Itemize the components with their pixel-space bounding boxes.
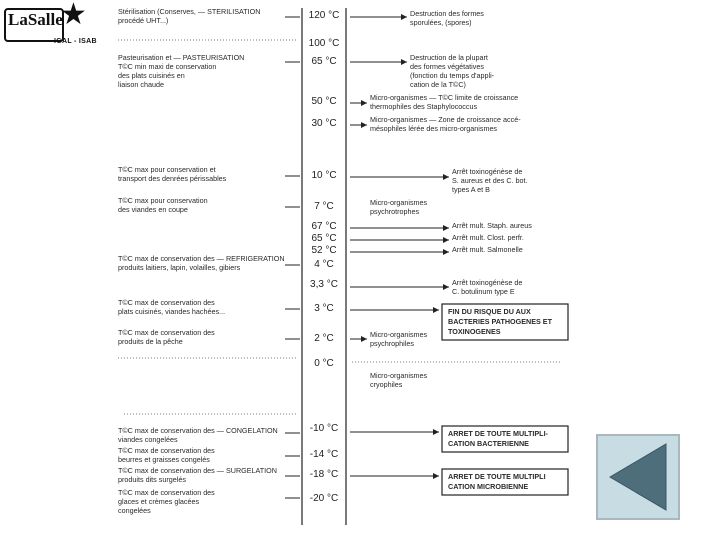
left-note-text: produits de la pêche	[118, 337, 183, 346]
right-note-text: Micro-organismes	[370, 198, 428, 207]
conclusion-text: FIN DU RISQUE DU AUX	[448, 307, 531, 316]
left-note-text: T©C max de conservation des	[118, 328, 215, 337]
temperature-label: 10 °C	[311, 170, 337, 181]
left-note-text: des viandes en coupe	[118, 205, 188, 214]
temperature-label: 2 °C	[314, 333, 334, 344]
right-note-text: des formes végétatives	[410, 62, 484, 71]
right-note-text: C. botulinum type E	[452, 287, 515, 296]
arrow-head	[361, 336, 367, 342]
temperature-label: 50 °C	[311, 96, 337, 107]
conclusion-text: ARRET DE TOUTE MULTIPLI-	[448, 429, 548, 438]
left-note-text: T©C min maxi de conservation	[118, 62, 217, 71]
temperature-label: 0 °C	[314, 358, 334, 369]
temperature-label: 67 °C	[311, 221, 337, 232]
right-note-text: Destruction de la plupart	[410, 53, 488, 62]
arrow-head	[361, 100, 367, 106]
right-note-text: types A et B	[452, 185, 490, 194]
temperature-label: 65 °C	[311, 233, 337, 244]
arrow-head	[443, 237, 449, 243]
logo-subtitle: IGAL - ISAB	[54, 38, 97, 45]
left-note-text: T©C max de conservation des — CONGELATION	[118, 426, 278, 435]
back-button[interactable]	[596, 434, 680, 520]
temperature-label: -10 °C	[309, 423, 339, 434]
right-note-text: Micro-organismes — T©C limite de croissance	[370, 93, 519, 102]
right-note-text: cryophiles	[370, 380, 403, 389]
temperature-label: 30 °C	[311, 118, 337, 129]
left-note-text: T©C max de conservation des — REFRIGERATION	[118, 254, 285, 263]
temperature-label: -18 °C	[309, 469, 339, 480]
left-note-text: Stérilisation (Conserves, — STERILISATION	[118, 7, 261, 16]
triangle-left-icon	[598, 436, 678, 518]
right-note-text: Arrêt toxinogénèse de	[452, 278, 523, 287]
temperature-label: 100 °C	[308, 38, 340, 49]
arrow-head	[433, 473, 439, 479]
right-note-text: mésophiles lérée des micro-organismes	[370, 124, 498, 133]
right-note-text: Arrêt mult. Salmonelle	[452, 245, 523, 254]
left-note-text: procédé UHT...)	[118, 16, 169, 25]
arrow-head	[443, 225, 449, 231]
right-note-text: Micro-organismes	[370, 330, 428, 339]
arrow-head	[443, 174, 449, 180]
right-note-text: Destruction des formes	[410, 9, 484, 18]
left-note-text: plats cuisinés, viandes hachées...	[118, 307, 226, 316]
arrow-head	[443, 249, 449, 255]
left-note-text: produits laitiers, lapin, volailles, gibiers	[118, 263, 241, 272]
left-note-text: T©C max de conservation des	[118, 488, 215, 497]
arrow-head	[433, 307, 439, 313]
conclusion-text: CATION MICROBIENNE	[448, 482, 529, 491]
conclusion-text: BACTERIES PATHOGENES ET	[448, 317, 552, 326]
left-note-text: des plats cuisinés en	[118, 71, 185, 80]
temperature-label: -14 °C	[309, 449, 339, 460]
temperature-label: 3,3 °C	[310, 279, 338, 290]
left-note-text: beurres et graisses congelés	[118, 455, 210, 464]
left-note-text: liaison chaude	[118, 80, 164, 89]
right-note-text: Arrêt mult. Clost. perfr.	[452, 233, 524, 242]
right-note-text: Micro-organismes — Zone de croissance accé-	[370, 115, 521, 124]
star-icon: ★	[60, 0, 87, 31]
right-note-text: Micro-organismes	[370, 371, 428, 380]
left-note-text: produits dits surgelés	[118, 475, 186, 484]
left-note-text: congelées	[118, 506, 151, 515]
arrow-head	[361, 122, 367, 128]
temperature-label: 4 °C	[314, 259, 334, 270]
left-note-text: viandes congelées	[118, 435, 178, 444]
temperature-label: -20 °C	[309, 493, 339, 504]
right-note-text: psychrotrophes	[370, 207, 420, 216]
conclusion-text: ARRET DE TOUTE MULTIPLI	[448, 472, 546, 481]
arrow-head	[433, 429, 439, 435]
left-note-text: T©C max de conservation des — SURGELATION	[118, 466, 277, 475]
conclusion-text: TOXINOGENES	[448, 327, 501, 336]
left-note-text: Pasteurisation et — PASTEURISATION	[118, 53, 245, 62]
left-note-text: T©C max pour conservation et	[118, 165, 216, 174]
left-note-text: transport des denrées périssables	[118, 174, 227, 183]
left-note-text: T©C max pour conservation	[118, 196, 208, 205]
left-note-text: T©C max de conservation des	[118, 446, 215, 455]
right-note-text: cation de la T©C)	[410, 80, 466, 89]
temperature-label: 3 °C	[314, 303, 334, 314]
right-note-text: Arrêt toxinogénèse de	[452, 167, 523, 176]
arrow-head	[443, 284, 449, 290]
left-note-text: glaces et crèmes glacées	[118, 497, 200, 506]
arrow-head	[401, 59, 407, 65]
temperature-label: 52 °C	[311, 245, 337, 256]
right-note-text: (fonction du temps d'appli-	[410, 71, 495, 80]
left-note-text: T©C max de conservation des	[118, 298, 215, 307]
right-note-text: S. aureus et des C. bot.	[452, 176, 528, 185]
temperature-label: 65 °C	[311, 56, 337, 67]
arrow-head	[401, 14, 407, 20]
temperature-label: 7 °C	[314, 201, 334, 212]
temperature-label: 120 °C	[308, 10, 340, 21]
conclusion-text: CATION BACTERIENNE	[448, 439, 529, 448]
right-note-text: psychrophiles	[370, 339, 414, 348]
right-note-text: sporulées, (spores)	[410, 18, 472, 27]
right-note-text: Arrêt mult. Staph. aureus	[452, 221, 532, 230]
logo-text: LaSalle	[8, 10, 63, 29]
right-note-text: thermophiles des Staphylococcus	[370, 102, 478, 111]
